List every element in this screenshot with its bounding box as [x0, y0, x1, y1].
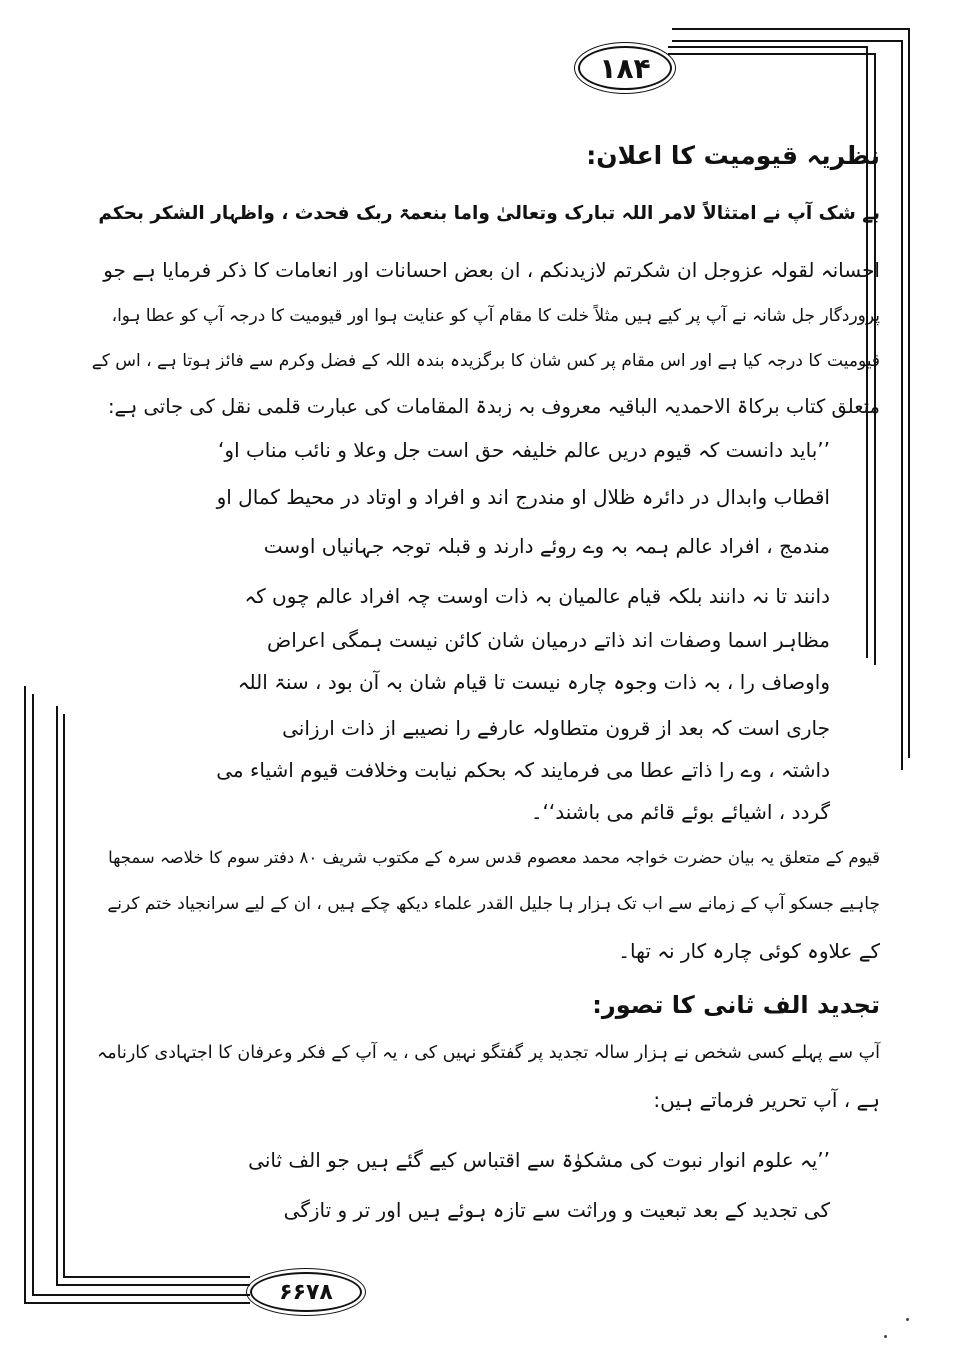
- frame-left-rule-2: [56, 706, 58, 1284]
- quote1-line-1: ’’باید دانست کہ قیوم دریں عالم خلیفہ حق است جل وعلا و نائب مناب او‘: [218, 438, 830, 462]
- quote2-line-2: کی تجدید کے بعد تبعیت و وراثت سے تازہ ہوئے ہیں اور تر و تازگی: [283, 1198, 830, 1222]
- top-page-number-badge: [578, 46, 672, 90]
- quote1-line-3: مندمج ، افراد عالم ہمہ بہ وے روئے دارند و قبلہ توجہ جہانیاں اوست: [263, 534, 830, 558]
- frame-left-rule-3: [63, 714, 65, 1276]
- frame-top-rule-long: [672, 28, 910, 30]
- section1-heading: نظریہ قیومیت کا اعلان:: [586, 141, 880, 170]
- scan-speck: [906, 1318, 909, 1321]
- section1-after-line-1: قیوم کے متعلق یہ بیان حضرت خواجہ محمد معصوم قدس سرہ کے مکتوب شریف ۸۰ دفتر سوم کا خلاصہ سمجھا: [108, 848, 880, 867]
- quote1-line-2: اقطاب وابدال در دائرہ ظلال او مندرج اند و افراد و اوتاد در محیط کمال او: [216, 485, 830, 509]
- section1-after-line-2: چاہیے جسکو آپ کے زمانے سے اب تک ہزار ہا جلیل القدر علماء دیکھ چکے ہیں ، ان کے لیے سرانجیاد ختم کرنے: [107, 894, 880, 914]
- quote1-line-9: گردد ، اشیائے بوئے قائم می باشند‘‘۔: [530, 800, 830, 824]
- frame-top-rule-long-2: [672, 40, 903, 42]
- section1-line-1: بے شک آپ نے امتثالاً لامر اللہ تبارک وتعالیٰ واما بنعمۃ ربک فحدث ، واظہار الشکر بحکم: [98, 203, 880, 224]
- quote1-line-8: داشتہ ، وے را ذاتے عطا می فرمایند کہ بحکم نیابت وخلافت قیوم اشیاء می: [216, 758, 830, 782]
- frame-bottom-rule: [24, 1302, 250, 1304]
- quote2-line-1: ’’یہ علوم انوار نبوت کی مشکوٰۃ سے اقتباس کیے گئے ہیں جو الف ثانی: [248, 1148, 830, 1172]
- section2-line-1: آپ سے پہلے کسی شخص نے ہزار سالہ تجدید پر گفتگو نہیں کی ، یہ آپ کے فکر وعرفان کا اجتہادی کارنامہ: [97, 1043, 880, 1063]
- scan-speck: [884, 1335, 887, 1338]
- quote1-line-5: مظاہر اسما وصفات اند ذاتے درمیان شان کائن نیست ہمگی اعراض: [267, 628, 830, 652]
- frame-top-rule: [668, 46, 866, 48]
- frame-bottom-rule-2: [32, 1294, 250, 1296]
- section1-line-2: احسانہ لقولہ عزوجل ان شکرتم لازیدنکم ، ان بعض احسانات اور انعامات کا ذکر فرمایا ہے جو: [103, 258, 880, 282]
- quote1-line-4: دانند تا نہ دانند بلکہ قیام عالمیان بہ ذات اوست چہ افراد عالم چوں کہ: [244, 584, 830, 608]
- section2-line-2: ہے ، آپ تحریر فرماتے ہیں:: [653, 1088, 880, 1112]
- frame-top-rule-inner: [668, 53, 874, 55]
- frame-bottom-rule-4: [63, 1276, 250, 1278]
- section1-after-line-3: کے علاوہ کوئی چارہ کار نہ تھا۔: [618, 939, 880, 963]
- section1-line-4: قیومیت کا درجہ کیا ہے اور اس مقام پر کس شان کا برگزیدہ بندہ اللہ کے فضل وکرم سے فائز ہوتا ہے ، اس کے: [91, 351, 880, 371]
- bottom-page-number: ۶۶۷۸: [279, 1279, 333, 1305]
- quote1-line-7: جاری است کہ بعد از قرون متطاولہ عارفے را نصیبے از ذات ارزانی: [282, 716, 830, 740]
- frame-left-rule-inner: [32, 694, 34, 1294]
- section1-line-3: پروردگار جل شانہ نے آپ پر کیے ہیں مثلاً خلت کا مقام آپ کو عنایت ہوا اور قیومیت کا درجہ آپ کو عطا ہوا،: [111, 306, 880, 326]
- frame-right-rule-lower-2: [908, 28, 910, 758]
- bottom-page-number-badge: [250, 1272, 362, 1312]
- frame-right-rule-lower: [901, 40, 903, 770]
- section1-line-5: متعلق کتاب برکاۃ الاحمدیہ الباقیہ معروف بہ زبدۃ المقامات کی عبارت قلمی نقل کی جاتی ہے:: [107, 395, 880, 418]
- top-page-number: ۱۸۴: [599, 51, 651, 85]
- frame-bottom-rule-3: [56, 1284, 250, 1286]
- section2-heading: تجدید الف ثانی کا تصور:: [592, 991, 880, 1019]
- frame-left-rule: [24, 686, 26, 1302]
- quote1-line-6: واوصاف را ، بہ ذات وجوہ چارہ نیست تا قیام شان بہ آن بود ، سنۃ اللہ: [237, 670, 830, 694]
